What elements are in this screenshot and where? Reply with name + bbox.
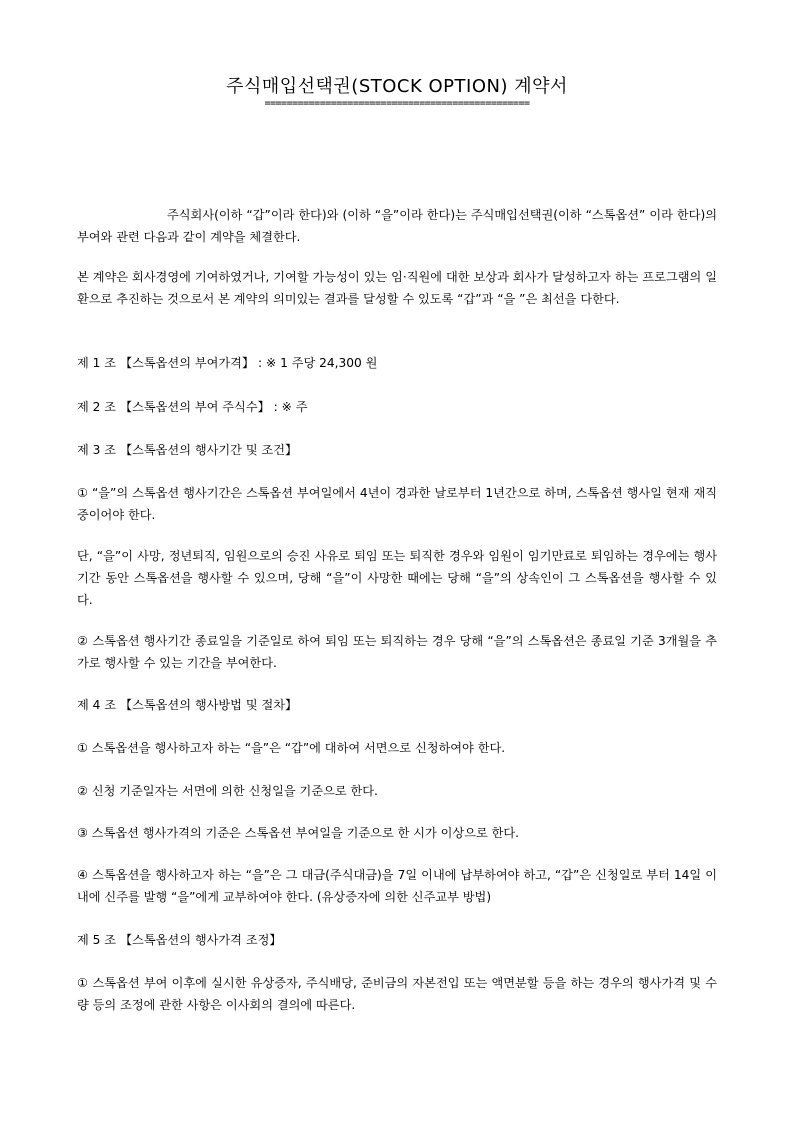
article-2-heading: 제 2 조 【스톡옵션의 부여 주식수】 : ※ 주 — [77, 400, 308, 414]
article-3-proviso: 단, “을”이 사망, 정년퇴직, 임원으로의 승진 사유로 퇴임 또는 퇴직한 경우와 임원이 임기만료로 퇴임하는 경우에는 행사기간 동안 스톡옵션을 행사할 수 있으며, 당해 “을”이 사망한 때에는 당해 “을”의 상속인이 그 스톡옵션을 행사할 수 있다. — [77, 549, 717, 607]
preamble-paragraph: 주식회사(이하 “갑”이라 한다)와 (이하 “을”이라 한다)는 주식매입선택권(이하 “스톡옵션” 이라 한다)의 부여와 관련 다음과 같이 계약을 체결한다. — [77, 208, 717, 244]
article-4-clause-3: ③ 스톡옵션 행사가격의 기준은 스톡옵션 부여일을 기준으로 한 시가 이상으로 한다. — [77, 826, 520, 840]
article-4-clause-2: ② 신청 기준일자는 서면에 의한 신청일을 기준으로 한다. — [77, 784, 378, 798]
purpose-paragraph: 본 계약은 회사경영에 기여하였거나, 기여할 가능성이 있는 임·직원에 대한 보상과 회사가 달성하고자 하는 프로그램의 일환으로 추진하는 것으로서 본 계약의 의미있는 결과를 달성할 수 있도록 “갑”과 “을 ”은 최선을 다한다. — [77, 270, 717, 306]
article-3-clause-2: ② 스톡옵션 행사기간 종료일을 기준일로 하여 퇴임 또는 퇴직하는 경우 당해 “을”의 스톡옵션은 종료일 기준 3개월을 추가로 행사할 수 있는 기간을 부여한다. — [77, 634, 717, 670]
article-1-heading: 제 1 조 【스톡옵션의 부여가격】 : ※ 1 주당 24,300 원 — [77, 356, 378, 370]
article-4-clause-1: ① 스톡옵션을 행사하고자 하는 “을”은 “갑”에 대하여 서면으로 신청하여야 한다. — [77, 741, 506, 755]
article-4-clause-4: ④ 스톡옵션을 행사하고자 하는 “을”은 그 대금(주식대금)을 7일 이내에 납부하여야 하고, “갑”은 신청일로 부터 14일 이내에 신주를 발행 “을”에게 교부하여야 한다. (유상증자에 의한 신주교부 방법) — [77, 868, 717, 904]
article-3-heading: 제 3 조 【스톡옵션의 행사기간 및 조건】 — [77, 443, 298, 457]
title-underline-rule: ================================================ — [264, 98, 530, 109]
article-4-heading: 제 4 조 【스톡옵션의 행사방법 및 절차】 — [77, 698, 298, 712]
article-3-clause-1: ① “을”의 스톡옵션 행사기간은 스톡옵션 부여일에서 4년이 경과한 날로부터 1년간으로 하며, 스톡옵션 행사일 현재 재직중이어야 한다. — [77, 486, 717, 522]
article-5-heading: 제 5 조 【스톡옵션의 행사가격 조정】 — [77, 933, 282, 947]
article-5-clause-1: ① 스톡옵션 부여 이후에 실시한 유상증자, 주식배당, 준비금의 자본전입 또는 액면분할 등을 하는 경우의 행사가격 및 수량 등의 조정에 관한 사항은 이사회의 결의에 따른다. — [77, 976, 717, 1012]
document-title: 주식매입선택권(STOCK OPTION) 계약서 — [226, 76, 568, 97]
